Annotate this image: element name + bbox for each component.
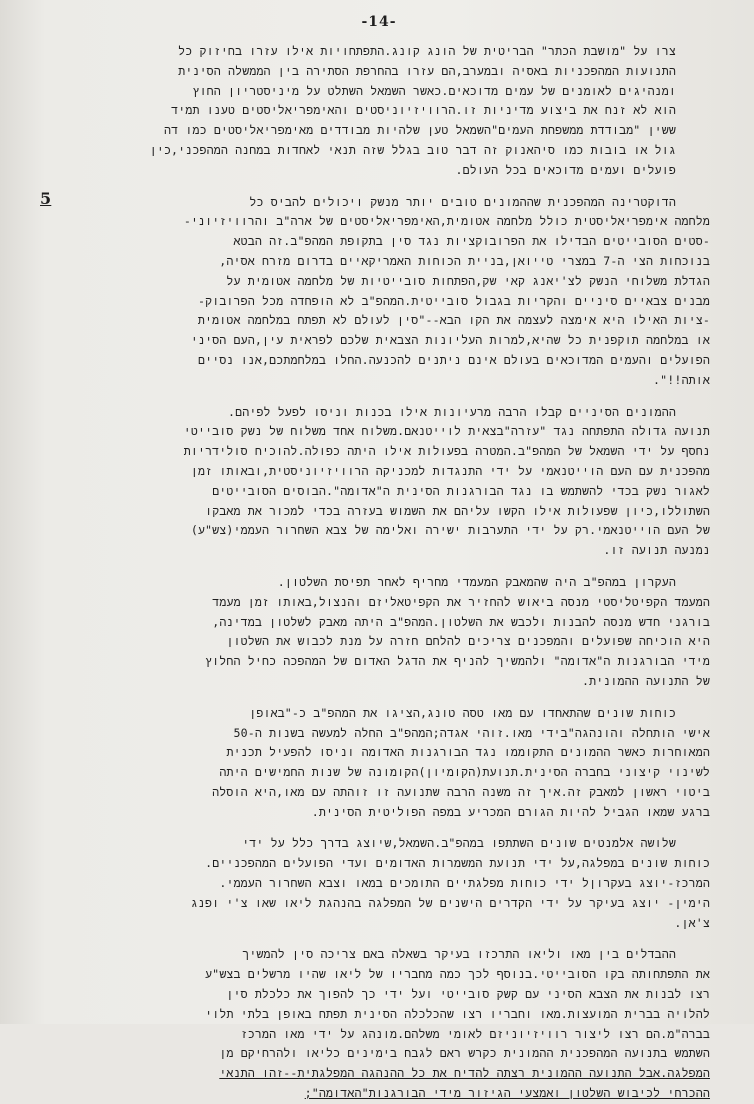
- text-line: להלויה בברית המועצות.מאו וחבריו רצו שהכלכלה הסינית תפתח באופן בלתי תלוי: [205, 1006, 710, 1021]
- text-line: הוא לא זנח את ביצוע מדיניות זו.הרוויזיוניסטים והאימפריאליסטים טענו תמיד: [171, 103, 676, 118]
- paragraph-2: [40, 188, 710, 391]
- paragraph-3: [48, 403, 710, 561]
- text-line: השתוללו,כיון שפעולות אילו הקשו עליהם את השמוש בעזרה בכדי למכור את מאבקו: [205, 503, 710, 518]
- text-line: אישי הותחלה והונהגה"בידי מאו.זוהי אגדה;המהפ"ב החלה למעשה בשנות ה-50: [233, 725, 710, 740]
- text-line: או במלחמה תוקפנית כל שהיא,למרות העליונות הצבאית שלכם לפראית עין,העם הסיני: [190, 333, 710, 348]
- text-line: הגדלת משלוחי הנשק לצ'יאנג קאי שק,הפתחות סובייטיות של מלחמה אטומית על: [226, 273, 710, 288]
- text-line: של העם הוייטנאמי.רק על ידי התערבות ישירה ואלימה של צבא השחרור העממי(צש"ע): [190, 523, 710, 538]
- text-line: בברה"מ.הם רצו ליצור רוויזיוניזם לאומי משלהם.מונהג על ידי מאו המרכז: [240, 1026, 710, 1041]
- paragraph-1: [48, 42, 710, 181]
- text-line: שלושה אלמנטים שונים השתתפו במהפ"ב.השמאל,שיוצג בדרך כלל על ידי: [242, 836, 676, 851]
- text-line: השתמש בתנועה המהפכנית ההמונית כקרש ראם לגבח בימינים כליאו ולהרחיקם מן: [219, 1046, 710, 1061]
- text-line: המפלגה.אבל התנועה ההמונית רצתה להדיח את כל ההנהגה המפלגתית--זהו התנאי: [219, 1066, 710, 1081]
- paragraph-5: [48, 704, 710, 823]
- text-line: תנועה גדולה התפתחה נגד "עזרה"בצאית לוייטנאם.משלוח אחד משלוח של נשק סובייטי: [183, 424, 710, 439]
- text-line: התנועות המהפכניות באסיה ובמערב,הם עזרו בהחרפת הסתירה בין הממשלה הסינית: [178, 63, 676, 78]
- text-line: ההמונים הסיניים קבלו הרבה מרעיונות אילו בכנות וניסו לפעל לפיהם.: [228, 404, 676, 419]
- paragraph-4: [48, 573, 710, 692]
- text-line: מידי הבורגנות ה"אדומה" ולהמשיך להניף את הדגל האדום של המהפכה כחיל החלוץ: [205, 654, 710, 669]
- text-line: צרו על "מושבת הכתר" הבריטית של הונג קונג.התפתחויות אילו עזרו בחיזוק כל: [178, 44, 676, 58]
- text-line: אותה!!".: [653, 372, 710, 387]
- text-line: כוחות שונים במפלגה,על ידי תנועת המשמרות האדומים ועדי הפועלים המהפכניים.: [205, 856, 710, 871]
- text-line: המעמד הקפיטליסטי מנסה ביאוש להחזיר את הקפיטאליזם והנצול,באותו זמן מעמד: [212, 594, 710, 609]
- text-line: ביטוי ראשון למאבק זה.איך זה משנה הרבה שתנועה זו זוהתה עם מאו,היא הוסלה: [212, 784, 710, 799]
- text-line: בורגני חדש מנסה להבנות ולכבש את השלטון.המהפ"ב היתה מאבק לשלטון במדינה,: [212, 614, 710, 629]
- text-line: ומנהיגים לאומנים של עמים מדוכאים.כאשר השמאל השתלט על מיניסטריון החוץ: [192, 83, 676, 98]
- text-line: גול או בובות כמו סיהאנוק זה דבר טוב בגלל שזה תנאי לאחדות במחנה המהפכני,כין: [149, 142, 676, 157]
- text-line: את התפתחותה בקו הסובייטי.בנוסף לכך כמה מחבריו של ליאו שהיו מרשלים בצש"ע: [205, 967, 710, 982]
- text-line: הימין- יוצג בעיקר על ידי הקדרים הישנים של המפלגה בהנהגת ליאו שאו צ'י ופנג: [190, 895, 710, 910]
- text-line: לאגור נשק בכדי להשתמש בו נגד הבורגנות הסינית ה"אדומה".הבוסים הסובייטים: [212, 483, 710, 498]
- text-line: לשינוי קיצוני בחברה הסינית.תנועת(הקומיון)הקומונה של שנות החמישים היתה: [219, 765, 710, 780]
- text-line: ששין "מבודדת ממשפחת העמים"השמאל טען שלהיות מבודדים מאימפריאליסטים כמו דה: [164, 123, 676, 138]
- text-line: העקרון במהפ"ב היה שהמאבק המעמדי מחריף לאחר תפיסת השלטון.: [277, 574, 676, 589]
- text-line: של התנועה ההמונית.: [581, 673, 710, 688]
- paragraph-7: [48, 945, 710, 1103]
- text-line: -סטים הסובייטים הבדילו את הפרובוקציות נגד סין בתקופת המהפ"ב.זה הבטא: [233, 234, 710, 249]
- page-number: -14-: [361, 14, 397, 30]
- text-line: צ'אן.: [674, 915, 710, 930]
- text-line: היא הוכיחה שפועלים והמפכנים צריכים להלחם חזרה על מנת לכבוש את השלטון: [226, 634, 710, 649]
- text-line: המרכז-יוצג בעקרוןל ידי כוחות מפלגתיים התומכים במאו וצבא השחרור העממי.: [219, 876, 710, 891]
- text-line: מלחמה אימפריאליסטית כולל מלחמה אטומית,האימפריאליסטים של ארה"ב והרוויזיוני-: [183, 214, 710, 229]
- paragraph-6: [48, 834, 710, 933]
- text-line: הפועלים והעמים המדוכאים בעולם אינם ניתנים להכנעה.החלו במלחמתכם,אנו נסיים: [198, 352, 710, 367]
- text-line: -ציות האילו היא אימצה לעצמה את הקו הבא--"סין לעולם לא תפתח במלחמה אטומית: [197, 313, 710, 328]
- margin-number: 5: [40, 188, 52, 208]
- text-line: רצו לבנות את הצבא הסיני עם קשק סובייטי ועל ידי כך להפוך את כלכלת סין: [226, 987, 710, 1002]
- text-line: ההבדלים בין מאו וליאו התרכזו בעיקר בשאלה באם צריכה סין להמשיך: [242, 947, 676, 962]
- text-line: הדוקטרינה המהפכנית שההמונים טובים יותר מנשק ויכולים להביס כל: [249, 194, 676, 209]
- text-line: מהפכנית עם העם הוייטנאמי על ידי התנגדות למכניקה הרוויזיוניסטית,ובאותו זמן: [190, 463, 710, 478]
- text-line: נחסף על ידי השמאל של המהפ"ב.המטרה בפעולות אילו היתה כפולה.להוכיח סולידריות: [183, 444, 710, 459]
- text-line: ההכרחי לכיבוש השלטון ואמצעי הגיזור מידי הבורגנות"האדומה";: [304, 1086, 710, 1101]
- text-line: בנוכחות הצי ה-7 במצרי טייואן,בניית הכוחות האמריקאיים בדרום מזרח אסיה,: [219, 253, 710, 268]
- text-line: נמנעה תנועה זו.: [603, 543, 710, 558]
- text-line: פועלים ועמים מדוכאים בכל העולם.: [455, 162, 676, 177]
- text-line: מבנים צבאיים סיניים והקריות בגבול סובייטית.המהפ"ב לא הופחדה מכל הפרובוק-: [197, 293, 710, 308]
- text-line: כוחות שונים שהתאחדו עם מאו טסה טונג,הציגו את המהפ"ב כ-"באופן: [249, 705, 676, 720]
- text-line: ברגע שמאו הגביל להיות הגורם המכריע במפה הפוליטית הסינית.: [311, 804, 710, 819]
- text-line: המאוחרות כאשר ההמונים התקוממו נגד הבורגנות האדומה וניסו להפעיל תכנית: [226, 745, 710, 760]
